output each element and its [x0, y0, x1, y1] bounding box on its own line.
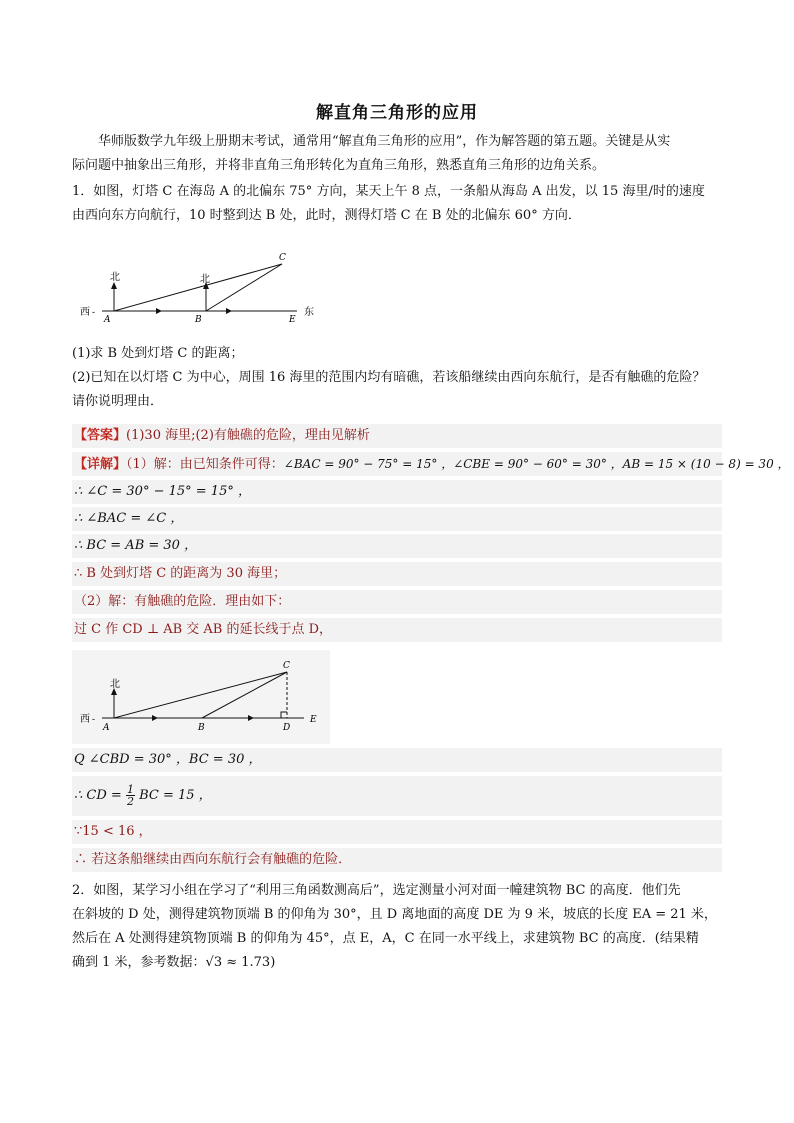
fraction-numerator: 1 [126, 783, 134, 796]
intro-line-1: 华师版数学九年级上册期末考试，通常用“解直角三角形的应用”，作为解答题的第五题。关键是从实 [98, 134, 671, 149]
detail-line-7: 过 C 作 CD ⊥ AB 交 AB 的延长线于点 D， [72, 618, 722, 642]
detail-line-10: ∵15 < 16 ， [72, 820, 722, 844]
question-2-line-2: 在斜坡的 D 处，测得建筑物顶端 B 的仰角为 30°，且 D 离地面的高度 DE 为 9 米，坡底的长度 EA = 21 米， [72, 907, 717, 922]
fig2-label-e: E [310, 715, 317, 725]
detail-line-1-math: ∠BAC = 90° − 75° = 15° ，∠CBE = 90° − 60° = 30° ，AB = 15 × (10 − 8) = 30 ， [283, 457, 790, 471]
svg-text:-: - [92, 715, 96, 725]
detail-line-4: ∴ BC = AB = 30 ， [72, 534, 722, 558]
detail-line-9-post: BC = 15 ， [139, 788, 212, 803]
fraction-denominator: 2 [126, 795, 134, 808]
detail-tag: 【详解】 [74, 457, 127, 472]
intro-line-2: 际问题中抽象出三角形，并将非直角三角形转化为直角三角形，熟悉直角三角形的边角关系。 [72, 158, 606, 173]
question-2-line-3: 然后在 A 处测得建筑物顶端 B 的仰角为 45°，点 E，A，C 在同一水平线上，求建筑物 BC 的高度．(结果精 [72, 931, 699, 946]
detail-line-1-text: （1）解：由已知条件可得： [126, 457, 284, 472]
fig2-label-a: A [103, 723, 110, 733]
fig1-north-a: 北 [110, 272, 120, 283]
fig1-label-c: C [279, 253, 286, 263]
figure-1 [72, 248, 332, 328]
svg-text:-: - [92, 308, 96, 318]
question-2-line-4: 确到 1 米，参考数据：√3 ≈ 1.73) [72, 955, 276, 970]
fig1-label-b: B [195, 315, 202, 325]
fig1-north-b: 北 [200, 274, 210, 285]
detail-line-8: Q ∠CBD = 30° ，BC = 30 ， [72, 748, 722, 772]
fig2-label-c: C [283, 661, 290, 671]
fig1-label-a: A [104, 315, 111, 325]
fig1-label-e: E [289, 315, 296, 325]
answer-text: (1)30 海里;(2)有触礁的危险，理由见解析 [126, 428, 370, 443]
question-1-line-1: 1．如图，灯塔 C 在海岛 A 的北偏东 75° 方向，某天上午 8 点，一条船从海岛 A 出发，以 15 海里/时的速度 [72, 184, 705, 199]
question-2-line-1: 2．如图，某学习小组在学习了“利用三角函数测高后”，选定测量小河对面一幢建筑物 BC 的高度．他们先 [72, 883, 681, 898]
fig2-west: 西 [80, 714, 90, 725]
figure-2 [72, 650, 330, 744]
detail-line-9 [72, 776, 722, 816]
answer-tag: 【答案】 [74, 428, 127, 443]
fig2-label-b: B [198, 723, 205, 733]
fig2-label-d: D [283, 723, 291, 733]
answer-line [72, 424, 722, 448]
detail-line-11: ∴ 若这条船继续由西向东航行会有触礁的危险． [72, 848, 722, 872]
question-1-line-2: 由西向东方向航行，10 时整到达 B 处，此时，测得灯塔 C 在 B 处的北偏东 60° 方向． [72, 208, 581, 223]
question-1-sub-2: (2)已知在以灯塔 C 为中心，周围 16 海里的范围内均有暗礁，若该船继续由西向东航行，是否有触礁的危险？ [72, 370, 706, 385]
detail-line-3: ∴ ∠BAC = ∠C ， [72, 507, 722, 531]
detail-line-1 [72, 452, 790, 476]
question-1-sub-2b: 请你说明理由． [72, 394, 164, 409]
detail-line-6: （2）解：有触礁的危险．理由如下： [72, 590, 722, 614]
question-1-sub-1: (1)求 B 处到灯塔 C 的距离； [72, 346, 244, 361]
detail-line-2: ∴ ∠C = 30° − 15° = 15° ， [72, 480, 722, 504]
page-title: 解直角三角形的应用 [316, 103, 478, 123]
detail-line-5: ∴ B 处到灯塔 C 的距离为 30 海里； [72, 562, 722, 586]
fraction-half [126, 784, 135, 807]
fig1-east: 东 [304, 307, 314, 318]
fig1-west: 西 [80, 307, 90, 318]
fig2-north: 北 [110, 679, 120, 690]
detail-line-9-pre: ∴ CD = [74, 788, 122, 803]
